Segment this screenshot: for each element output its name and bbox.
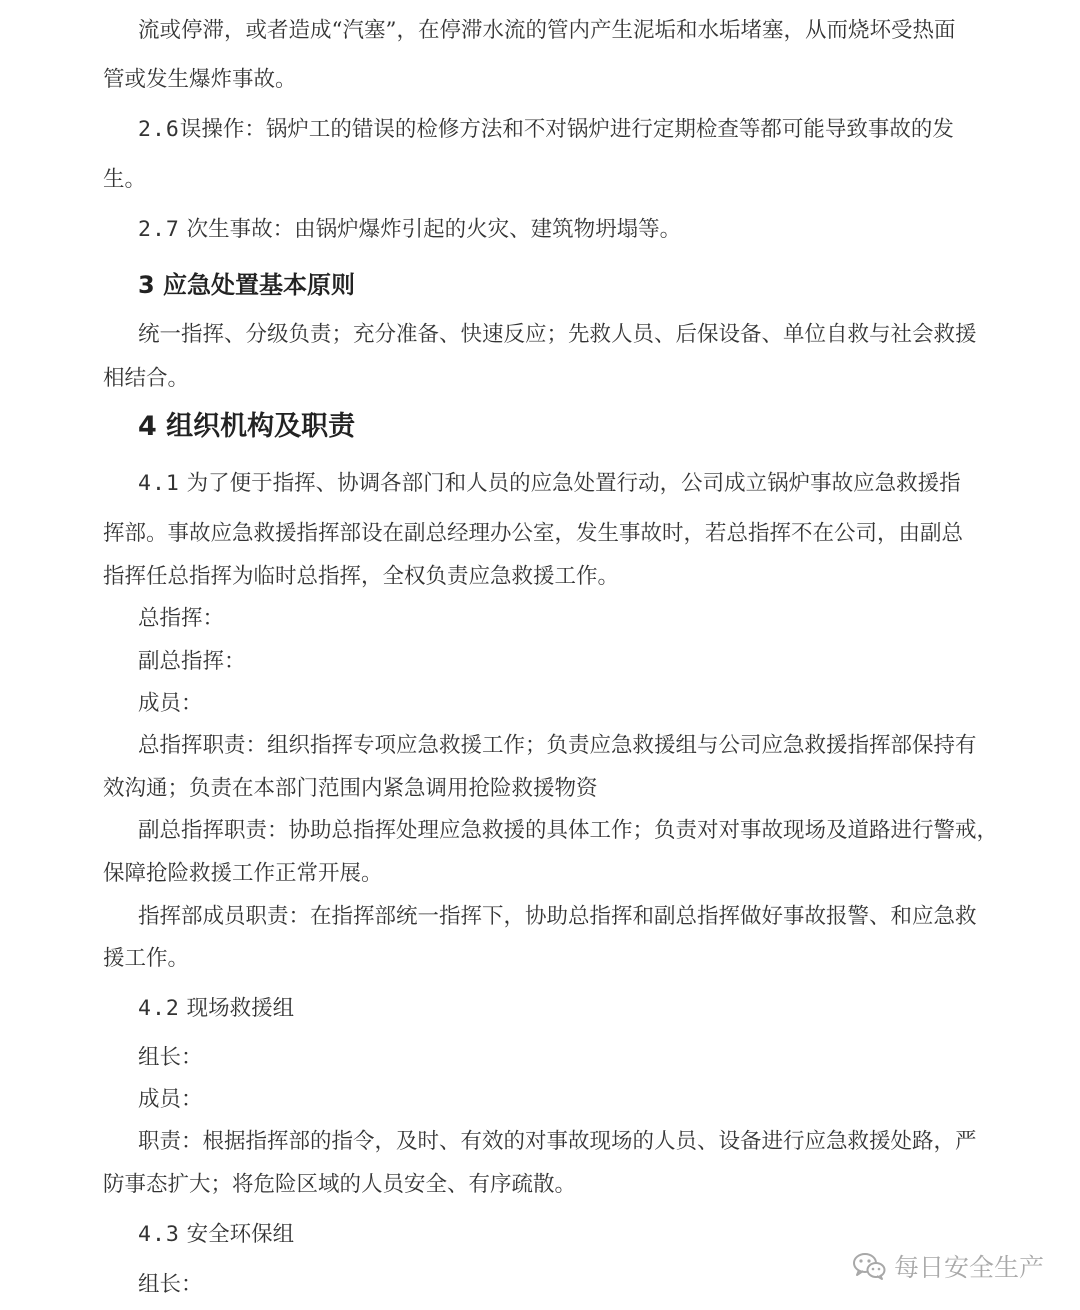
body-line: 管或发生爆炸事故。 <box>103 67 297 92</box>
role-label: 组长： <box>138 1272 203 1297</box>
section-4-1 <box>138 471 961 497</box>
body-line: 防事态扩大；将危险区域的人员安全、有序疏散。 <box>103 1172 577 1197</box>
body-line: 统一指挥、分级负责；充分准备、快速反应；先救人员、后保设备、单位自救与社会救援 <box>138 322 977 347</box>
role-label: 成员： <box>138 1087 203 1112</box>
section-number: 4.1 <box>138 471 180 496</box>
body-line: 援工作。 <box>103 946 190 971</box>
heading-section-3: 3 应急处置基本原则 <box>138 271 356 299</box>
section-number: 2.7 <box>138 217 180 242</box>
body-line: 保障抢险救援工作正常开展。 <box>103 861 383 886</box>
role-label: 组长： <box>138 1045 203 1070</box>
body-text: 为了便于指挥、协调各部门和人员的应急处置行动，公司成立锅炉事故应急救援指 <box>179 471 961 496</box>
body-line: 指挥部成员职责：在指挥部统一指挥下，协助总指挥和副总指挥做好事故报警、和应急救 <box>138 904 977 929</box>
section-4-2 <box>138 996 294 1022</box>
body-line: 副总指挥职责：协助总指挥处理应急救援的具体工作；负责对对事故现场及道路进行警戒， <box>138 818 999 843</box>
body-line: 流或停滞，或者造成“汽塞”，在停滞水流的管内产生泥垢和水垢堵塞，从而烧坏受热面 <box>138 18 956 43</box>
body-text: 现场救援组 <box>179 996 295 1021</box>
body-line: 职责：根据指挥部的指令，及时、有效的对事故现场的人员、设备进行应急救援处路，严 <box>138 1129 977 1154</box>
role-label: 总指挥： <box>138 606 225 631</box>
body-line: 生。 <box>103 167 147 192</box>
body-line: 相结合。 <box>103 366 190 391</box>
heading-section-4: 4 组织机构及职责 <box>138 411 356 442</box>
body-text: 次生事故：由锅炉爆炸引起的火灾、建筑物坍塌等。 <box>179 217 682 242</box>
wechat-icon <box>852 1251 886 1281</box>
body-line: 指挥任总指挥为临时总指挥，全权负责应急救援工作。 <box>103 564 620 589</box>
section-number: 2.6 <box>138 117 180 142</box>
watermark <box>852 1248 1044 1284</box>
role-label: 成员： <box>138 691 203 716</box>
body-text: 误操作：锅炉工的错误的检修方法和不对锅炉进行定期检查等都可能导致事故的发 <box>179 117 954 142</box>
body-line: 总指挥职责：组织指挥专项应急救援工作；负责应急救援组与公司应急救援指挥部保持有 <box>138 733 977 758</box>
section-number: 4.3 <box>138 1222 180 1247</box>
role-label: 副总指挥： <box>138 649 246 674</box>
body-line: 效沟通；负责在本部门范围内紧急调用抢险救援物资 <box>103 776 598 801</box>
body-text: 安全环保组 <box>179 1222 295 1247</box>
body-line: 挥部。事故应急救援指挥部设在副总经理办公室，发生事故时，若总指挥不在公司，由副总 <box>103 521 964 546</box>
watermark-text: 每日安全生产 <box>893 1253 1044 1282</box>
section-2-7 <box>138 217 681 243</box>
section-2-6 <box>138 117 954 143</box>
section-number: 4.2 <box>138 996 180 1021</box>
section-4-3 <box>138 1222 294 1248</box>
